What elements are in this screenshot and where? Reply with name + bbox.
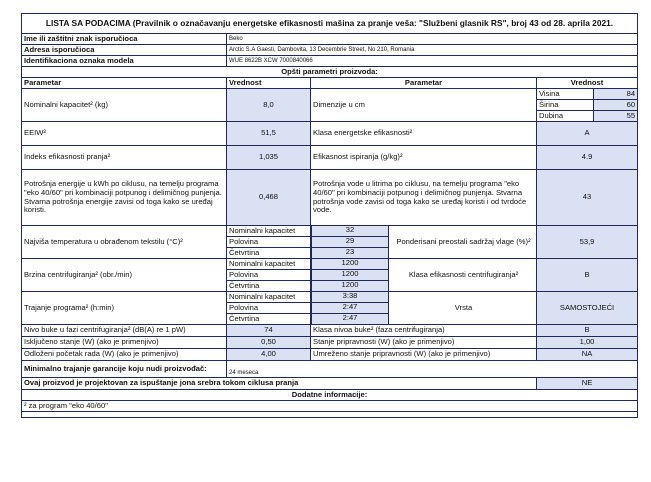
temp-sub-label-2 bbox=[227, 247, 355, 259]
delay-start-row bbox=[22, 349, 638, 361]
guarantee-row bbox=[22, 361, 638, 378]
width-value: 60 bbox=[594, 100, 638, 111]
type-label: Vrsta bbox=[311, 292, 537, 325]
off-mode-label: Isključeno stanje (W) (ako je primenjivo) bbox=[22, 337, 227, 349]
noise-row bbox=[22, 325, 638, 337]
off-mode-row bbox=[22, 337, 638, 349]
model-id-value: WUE 8622B XCW 7000840066 bbox=[227, 56, 638, 67]
spin-row bbox=[22, 259, 638, 270]
temperature-sub-value-box-2: 23 bbox=[311, 247, 389, 259]
footnote-row bbox=[22, 401, 638, 412]
washing-index-label: Indeks efikasnosti pranja² bbox=[22, 146, 227, 170]
temperature-label: Najviša temperatura u obrađenom tekstilu (°C)² bbox=[22, 226, 227, 259]
off-mode-value: 0,50 bbox=[227, 337, 311, 349]
delay-start-label: Odloženi početak rada (W) (ako je primenjivo) bbox=[22, 349, 227, 361]
supplier-address-label: Adresa isporučioca bbox=[22, 45, 227, 56]
noise-class-value: B bbox=[537, 325, 638, 337]
eeiw-label: EEIW² bbox=[22, 122, 227, 146]
moisture-value: 53,9 bbox=[537, 226, 638, 259]
water-consumption-label: Potrošnja vode u litrima po ciklusu, na temelju programa "eko 40/60" pri kombinaciji potpunog i delimičnog punjenja. Stvarna potrošnja vode zavisi od toga kako se uređaj koristi i od tvrdoće vode. bbox=[311, 170, 537, 226]
supplier-name-value: Beko bbox=[227, 34, 638, 45]
duration-sub-label-text-2: Četvrtina bbox=[229, 313, 260, 323]
col-header-value-left: Vrednost bbox=[227, 78, 311, 89]
height-value: 84 bbox=[594, 89, 638, 100]
duration-sub-value-box-0: 3:38 bbox=[311, 291, 389, 303]
washing-index-value: 1,035 bbox=[227, 146, 311, 170]
duration-sub-label-text-1: Polovina bbox=[229, 302, 259, 312]
col-header-param-right: Parametar bbox=[311, 78, 537, 89]
spin-sub-label-1 bbox=[227, 269, 359, 281]
capacity-label: Nominalni kapacitet² (kg) bbox=[22, 89, 227, 122]
energy-consumption-value: 0,468 bbox=[227, 170, 311, 226]
capacity-row bbox=[22, 89, 638, 100]
height-label: Visina bbox=[537, 89, 594, 100]
temperature-sub-value-box-1: 29 bbox=[311, 236, 389, 248]
temp-sub-label-0 bbox=[227, 225, 355, 237]
moisture-label: Ponderisani preostali sadržaj vlage (%)² bbox=[311, 226, 537, 259]
silver-ion-label: Ovaj proizvod je projektovan za ispuštanje jona srebra tokom ciklusa pranja bbox=[22, 378, 537, 390]
duration-sub-label-2 bbox=[227, 313, 358, 325]
eeiw-row bbox=[22, 122, 638, 146]
duration-sub-value-box-2: 2:47 bbox=[311, 313, 389, 325]
type-value: SAMOSTOJEĆI bbox=[537, 292, 638, 325]
guarantee-label: Minimalno trajanje garancije koju nudi proizvođač: bbox=[22, 361, 227, 378]
col-header-value-right: Vrednost bbox=[537, 78, 638, 89]
duration-sub-label-0 bbox=[227, 291, 358, 303]
spacer-row bbox=[22, 412, 638, 418]
rinsing-value: 4.9 bbox=[537, 146, 638, 170]
col-header-param-left: Parametar bbox=[22, 78, 227, 89]
duration-label: Trajanje programa² (h:min) bbox=[22, 292, 227, 325]
temperature-sub-label-text-0: Nominalni kapacitet bbox=[229, 225, 296, 235]
temp-sub-label-1 bbox=[227, 236, 355, 248]
model-id-label: Identifikaciona oznaka modela bbox=[22, 56, 227, 67]
energy-class-value: A bbox=[537, 122, 638, 146]
rinsing-label: Efikasnost ispiranja (g/kg)² bbox=[311, 146, 537, 170]
spin-sub-value-box-1: 1200 bbox=[311, 269, 389, 281]
energy-class-label: Klasa energetske efikasnosti² bbox=[311, 122, 537, 146]
spacer-cell bbox=[22, 412, 638, 418]
duration-row bbox=[22, 292, 638, 303]
noise-class-label: Klasa nivoa buke² (faza centrifugiranja) bbox=[311, 325, 537, 337]
silver-ion-row bbox=[22, 378, 638, 390]
general-params-header-row bbox=[22, 67, 638, 78]
consumption-row bbox=[22, 170, 638, 226]
guarantee-value: 24 meseca bbox=[227, 361, 638, 378]
model-id-row bbox=[22, 56, 638, 67]
general-params-header: Opšti parametri proizvoda: bbox=[22, 67, 638, 78]
temperature-sub-value-box-0: 32 bbox=[311, 225, 389, 237]
water-consumption-value: 43 bbox=[537, 170, 638, 226]
dimensions-label: Dimenzije u cm bbox=[311, 89, 537, 122]
data-table bbox=[21, 13, 638, 418]
depth-label: Dubina bbox=[537, 111, 594, 122]
silver-ion-value: NE bbox=[537, 378, 638, 390]
temperature-sub-label-text-1: Polovina bbox=[229, 236, 259, 246]
spin-speed-label: Brzina centrifugiranja² (obr./min) bbox=[22, 259, 227, 292]
spin-sub-label-2 bbox=[227, 280, 359, 292]
spin-sub-label-0 bbox=[227, 258, 359, 270]
column-header-row bbox=[22, 78, 638, 89]
spin-sub-label-text-2: Četvrtina bbox=[229, 280, 260, 290]
washing-row bbox=[22, 146, 638, 170]
networked-standby-label: Umreženo stanje pripravnosti (W) (ako je primenjivo) bbox=[311, 349, 537, 361]
duration-sub-label-text-0: Nominalni kapacitet bbox=[229, 291, 296, 301]
supplier-name-label: Ime ili zaštitni znak isporučioca bbox=[22, 34, 227, 45]
additional-info-header-row bbox=[22, 390, 638, 401]
spin-sub-label-text-0: Nominalni kapacitet bbox=[229, 258, 296, 268]
energy-consumption-label: Potrošnja energije u kWh po ciklusu, na temelju programa "eko 40/60" pri kombinaciji potpunog i delimičnog punjenja. Stvarna potrošnja energije zavisi od toga kako se uređaj koristi. bbox=[22, 170, 227, 226]
standby-value: 1,00 bbox=[537, 337, 638, 349]
width-label: Širina bbox=[537, 100, 594, 111]
energy-data-sheet bbox=[21, 13, 637, 418]
spin-sub-value-box-0: 1200 bbox=[311, 258, 389, 270]
supplier-address-value: Arctic S.A Gaesti, Dambovita, 13 Decembrie Street, No 210, Romania bbox=[227, 45, 638, 56]
noise-value: 74 bbox=[227, 325, 311, 337]
delay-start-value: 4,00 bbox=[227, 349, 311, 361]
sheet-title: LISTA SA PODACIMA (Pravilnik o označavanju energetske efikasnosti mašina za pranje veša: "Službeni glasnik RS", broj 43 od 28. aprila 2021. bbox=[22, 14, 638, 34]
networked-standby-value: NA bbox=[537, 349, 638, 361]
depth-value: 55 bbox=[594, 111, 638, 122]
temperature-sub-label-text-2: Četvrtina bbox=[229, 247, 260, 257]
spin-sub-label-text-1: Polovina bbox=[229, 269, 259, 279]
standby-label: Stanje pripravnosti (W) (ako je primenjivo) bbox=[311, 337, 537, 349]
supplier-name-row bbox=[22, 34, 638, 45]
spin-sub-value-box-2: 1200 bbox=[311, 280, 389, 292]
additional-info-header: Dodatne informacije: bbox=[22, 390, 638, 401]
footnote: ² za program "eko 40/60" bbox=[22, 401, 638, 412]
eeiw-value: 51,5 bbox=[227, 122, 311, 146]
title-row bbox=[22, 14, 638, 34]
capacity-value: 8,0 bbox=[227, 89, 311, 122]
supplier-address-row bbox=[22, 45, 638, 56]
duration-sub-label-1 bbox=[227, 302, 358, 314]
noise-label: Nivo buke u fazi centrifugiranja² (dB(A) re 1 pW) bbox=[22, 325, 227, 337]
spin-class-label: Klasa efikasnosti centrifugiranja² bbox=[311, 259, 537, 292]
spin-class-value: B bbox=[537, 259, 638, 292]
temperature-row bbox=[22, 226, 638, 237]
duration-sub-value-box-1: 2:47 bbox=[311, 302, 389, 314]
